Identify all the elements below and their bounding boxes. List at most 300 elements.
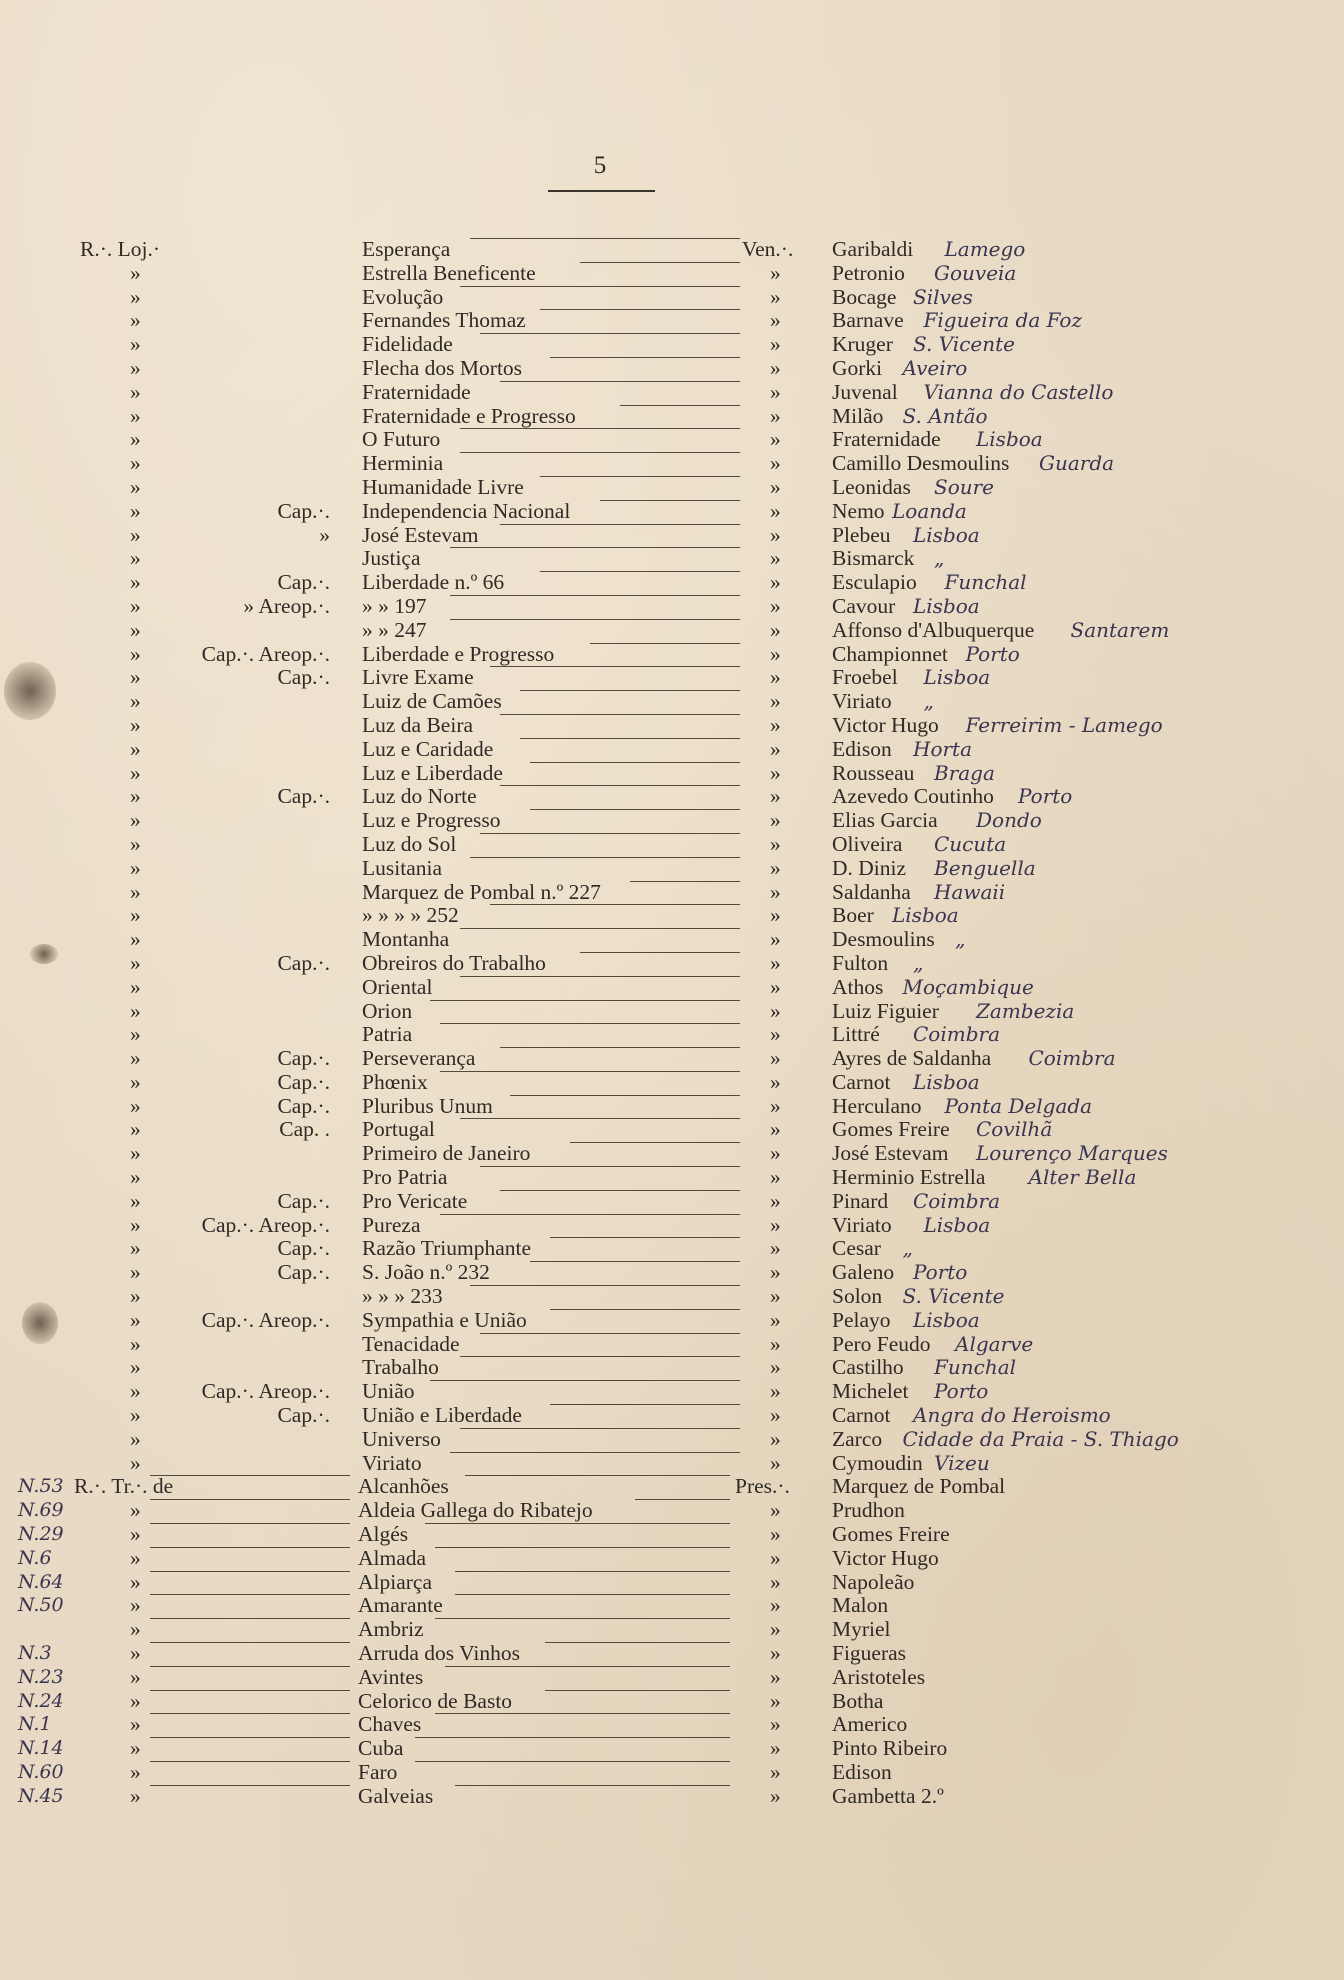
handwritten-place: Vizeu xyxy=(934,1450,990,1475)
leader-line xyxy=(580,952,740,953)
lodge-degree: Cap.·. Areop.·. xyxy=(201,1212,330,1237)
triangle-name: Alpiarça xyxy=(358,1569,433,1594)
venerable-name: Froebel xyxy=(832,665,898,690)
triangle-name: Alcanhões xyxy=(358,1474,449,1499)
leader-line xyxy=(490,904,740,905)
triangle-row xyxy=(0,1547,1344,1571)
lodge-row xyxy=(0,619,1344,643)
lodge-name: Luz da Beira xyxy=(362,712,474,737)
leader-line xyxy=(430,1000,740,1001)
handwritten-number: N.6 xyxy=(18,1546,52,1569)
venerable-name: Elias Garcia xyxy=(832,808,938,833)
lodge-degree: Cap.·. Areop.·. xyxy=(201,1379,330,1404)
venerable-name: Athos xyxy=(832,974,884,999)
lodge-name: » » » 233 xyxy=(362,1284,443,1309)
ditto-mark: » xyxy=(130,998,141,1023)
lodge-name: Viriato xyxy=(362,1450,422,1475)
president-name: Myriel xyxy=(832,1617,891,1642)
leader-line xyxy=(430,1380,740,1381)
ditto-mark: » xyxy=(130,927,141,952)
ditto-mark: » xyxy=(130,284,141,309)
lodge-name: Humanidade Livre xyxy=(362,474,524,499)
triangle-name: Faro xyxy=(358,1760,398,1784)
leader-line xyxy=(425,1523,730,1524)
lodge-row xyxy=(0,595,1344,619)
venerable-name: Herculano xyxy=(832,1093,922,1118)
lodge-name: Luz do Norte xyxy=(362,784,477,809)
handwritten-place: Lisboa xyxy=(913,1069,980,1094)
handwritten-place: „ xyxy=(923,689,934,714)
leader-line xyxy=(620,405,740,406)
handwritten-place: Coimbra xyxy=(1028,1046,1116,1071)
lodge-row xyxy=(0,643,1344,667)
triangle-row xyxy=(0,1499,1344,1523)
triangle-name: Chaves xyxy=(358,1712,422,1737)
leader-line xyxy=(460,452,740,453)
lodge-name: Independencia Nacional xyxy=(362,498,571,523)
handwritten-place: „ xyxy=(934,546,945,571)
leader-line xyxy=(500,785,740,786)
venerable-name: Cesar xyxy=(832,1236,881,1261)
lodge-row xyxy=(0,809,1344,833)
ditto-mark: » xyxy=(770,474,781,499)
ditto-mark: » xyxy=(770,1498,781,1523)
ditto-mark: » xyxy=(770,1188,781,1213)
ditto-mark: » xyxy=(770,1355,781,1380)
leader-line xyxy=(460,976,740,977)
ditto-mark: » xyxy=(130,355,141,380)
triangle-name: Avintes xyxy=(358,1664,424,1689)
lodge-row xyxy=(0,262,1344,286)
triangle-row xyxy=(0,1713,1344,1737)
president-name: Pinto Ribeiro xyxy=(832,1736,948,1761)
triangle-row xyxy=(0,1571,1344,1595)
ditto-mark: » xyxy=(770,1379,781,1404)
venerable-name: Saldanha xyxy=(832,879,911,904)
ditto-mark: » xyxy=(130,1236,141,1261)
lodge-name: Fernandes Thomaz xyxy=(362,308,526,333)
ditto-mark: » xyxy=(770,498,781,523)
ditto-mark: » xyxy=(130,308,141,333)
leader-line xyxy=(550,1237,740,1238)
lodge-name: Razão Triumphante xyxy=(362,1236,531,1261)
president-name: Botha xyxy=(832,1688,884,1713)
lodge-row xyxy=(0,1404,1344,1428)
ditto-mark: » xyxy=(770,1688,781,1713)
leader-line xyxy=(150,1690,350,1691)
handwritten-place: Moçambique xyxy=(902,974,1034,999)
lodge-row xyxy=(0,666,1344,690)
lodge-row xyxy=(0,833,1344,857)
ditto-mark: » xyxy=(770,570,781,595)
leader-line xyxy=(150,1761,350,1762)
lodge-row xyxy=(0,476,1344,500)
lodge-row xyxy=(0,881,1344,905)
handwritten-place: „ xyxy=(955,927,966,952)
lodge-name: S. João n.º 232 xyxy=(362,1260,490,1285)
lodge-name: União xyxy=(362,1379,415,1404)
lodge-row xyxy=(0,1118,1344,1142)
ditto-mark: » xyxy=(770,855,781,880)
handwritten-number: N.1 xyxy=(18,1713,52,1736)
venerable-name: Rousseau xyxy=(832,760,915,785)
lodge-name: Luz e Liberdade xyxy=(362,760,503,785)
ditto-mark: » xyxy=(770,903,781,928)
ditto-mark: » xyxy=(770,379,781,404)
leader-line xyxy=(470,1285,740,1286)
venerable-name: Ayres de Saldanha xyxy=(832,1046,992,1071)
leader-line xyxy=(150,1499,350,1500)
lodge-row xyxy=(0,738,1344,762)
lodge-row xyxy=(0,428,1344,452)
handwritten-place: Porto xyxy=(934,1379,989,1404)
triangle-name: Arruda dos Vinhos xyxy=(358,1641,520,1666)
ditto-mark: » xyxy=(130,1379,141,1404)
ditto-mark: » xyxy=(770,1046,781,1071)
venerable-name: Viriato xyxy=(832,689,892,714)
venerable-name: Camillo Desmoulins xyxy=(832,451,1010,476)
ditto-mark: » xyxy=(130,1307,141,1332)
ditto-mark: » xyxy=(130,570,141,595)
ditto-mark: » xyxy=(770,1069,781,1094)
venerable-name: Affonso d'Albuquerque xyxy=(832,617,1035,642)
handwritten-number: N.24 xyxy=(18,1689,64,1712)
president-name: Victor Hugo xyxy=(832,1545,939,1570)
venerable-name: Pero Feudo xyxy=(832,1331,931,1356)
handwritten-place: Lisboa xyxy=(976,427,1043,452)
lodge-name: Obreiros do Trabalho xyxy=(362,950,546,975)
venerable-name: Leonidas xyxy=(832,474,911,499)
venerable-name: Herminio Estrella xyxy=(832,1165,986,1190)
ditto-mark: » xyxy=(770,1569,781,1594)
leader-line xyxy=(150,1713,350,1714)
leader-line xyxy=(600,500,740,501)
lodge-degree: Cap.·. xyxy=(277,1069,330,1094)
lodge-degree: Cap.·. xyxy=(277,1236,330,1261)
lodge-name: Livre Exame xyxy=(362,665,474,690)
handwritten-place: Ponta Delgada xyxy=(944,1093,1093,1118)
ditto-mark: » xyxy=(770,308,781,333)
triangle-name: Aldeia Gallega do Ribatejo xyxy=(358,1498,593,1523)
leader-line xyxy=(150,1571,350,1572)
ditto-mark: » xyxy=(130,712,141,737)
ditto-mark: » xyxy=(130,665,141,690)
lodge-degree: Cap.·. Areop.·. xyxy=(201,641,330,666)
ditto-mark: » xyxy=(130,593,141,618)
lodge-row xyxy=(0,524,1344,548)
ditto-mark: » xyxy=(130,1760,141,1784)
lodge-name: José Estevam xyxy=(362,522,479,547)
venerable-name: D. Diniz xyxy=(832,855,907,880)
lodge-name: Luz e Caridade xyxy=(362,736,494,761)
lodge-name: Liberdade n.º 66 xyxy=(362,570,505,595)
president-name: Marquez de Pombal xyxy=(832,1474,1006,1499)
leader-line xyxy=(540,476,740,477)
lodge-row xyxy=(0,1356,1344,1380)
handwritten-place: Ferreirim - Lamego xyxy=(965,712,1163,737)
venerable-name: Pinard xyxy=(832,1188,889,1213)
leader-line xyxy=(150,1642,350,1643)
handwritten-place: Lisboa xyxy=(913,522,980,547)
lodge-row xyxy=(0,904,1344,928)
lodge-name: » » » » 252 xyxy=(362,903,459,928)
lodge-row xyxy=(0,357,1344,381)
lodge-name: Orion xyxy=(362,998,413,1023)
triangle-name: Algés xyxy=(358,1522,409,1547)
ditto-mark: » xyxy=(130,974,141,999)
leader-line xyxy=(450,595,740,596)
handwritten-place: S. Antão xyxy=(902,403,988,428)
venerable-name: Carnot xyxy=(832,1403,891,1428)
lodge-degree: Cap.·. xyxy=(277,498,330,523)
venerable-name: Solon xyxy=(832,1284,883,1309)
ditto-mark: » xyxy=(130,1641,141,1666)
ditto-mark: » xyxy=(770,355,781,380)
ditto-mark: » xyxy=(770,1236,781,1261)
leader-line xyxy=(150,1618,350,1619)
ditto-mark: » xyxy=(130,522,141,547)
ditto-mark: » xyxy=(130,1403,141,1428)
lodge-row xyxy=(0,952,1344,976)
handwritten-place: Porto xyxy=(1018,784,1073,809)
leader-line xyxy=(440,1023,740,1024)
ditto-mark: » xyxy=(770,1783,781,1808)
ditto-mark: » xyxy=(770,403,781,428)
lodge-row xyxy=(0,1237,1344,1261)
venerable-name: Galeno xyxy=(832,1260,895,1285)
lodge-row xyxy=(0,857,1344,881)
leader-line xyxy=(480,833,740,834)
venerable-name: Azevedo Coutinho xyxy=(832,784,994,809)
handwritten-place: Loanda xyxy=(892,498,967,523)
lodge-name: Estrella Beneficente xyxy=(362,260,536,285)
leader-line xyxy=(460,286,740,287)
leader-line xyxy=(530,809,740,810)
handwritten-place: Guarda xyxy=(1039,451,1115,476)
ditto-mark: » xyxy=(770,760,781,785)
ditto-mark: » xyxy=(770,1593,781,1618)
leader-line xyxy=(150,1666,350,1667)
lodge-name: Perseverança xyxy=(362,1046,476,1071)
ditto-mark: » xyxy=(130,379,141,404)
venerable-name: Carnot xyxy=(832,1069,891,1094)
ditto-mark: » xyxy=(130,1212,141,1237)
ditto-mark: » xyxy=(770,998,781,1023)
lodge-degree: » xyxy=(319,522,330,547)
lodge-name: Oriental xyxy=(362,974,433,999)
lodge-row xyxy=(0,1166,1344,1190)
ditto-mark: » xyxy=(130,1783,141,1808)
ditto-mark: » xyxy=(130,1355,141,1380)
handwritten-place: Algarve xyxy=(955,1331,1034,1356)
lodge-row xyxy=(0,571,1344,595)
ditto-mark: » xyxy=(770,1617,781,1642)
lodge-name: Phœnix xyxy=(362,1069,428,1094)
ditto-mark: » xyxy=(770,427,781,452)
ditto-mark: » xyxy=(130,1522,141,1547)
handwritten-place: Alter Bella xyxy=(1028,1165,1137,1190)
lodge-name: Primeiro de Janeiro xyxy=(362,1141,531,1166)
lodge-degree: Cap.·. xyxy=(277,665,330,690)
ditto-mark: » xyxy=(770,974,781,999)
ditto-mark: » xyxy=(130,546,141,571)
leader-line xyxy=(540,309,740,310)
leader-line xyxy=(150,1785,350,1786)
lodge-row xyxy=(0,1190,1344,1214)
ditto-mark: » xyxy=(770,950,781,975)
handwritten-place: Vianna do Castello xyxy=(923,379,1114,404)
lodge-degree: Cap. . xyxy=(279,1117,330,1142)
venerable-name: Petronio xyxy=(832,260,905,285)
triangle-row xyxy=(0,1666,1344,1690)
lodge-name: Pluribus Unum xyxy=(362,1093,493,1118)
leader-line xyxy=(490,666,740,667)
venerable-name: Barnave xyxy=(832,308,904,333)
venerable-name: Cavour xyxy=(832,593,896,618)
ditto-mark: » xyxy=(770,1426,781,1451)
handwritten-place: Coimbra xyxy=(913,1022,1000,1047)
lodge-row xyxy=(0,405,1344,429)
venerable-name: Zarco xyxy=(832,1426,883,1451)
ditto-mark: » xyxy=(770,451,781,476)
leader-line xyxy=(520,738,740,739)
ditto-mark: » xyxy=(770,332,781,357)
handwritten-place: Lamego xyxy=(944,237,1026,261)
handwritten-place: Zambezia xyxy=(976,998,1075,1023)
triangle-name: Galveias xyxy=(358,1783,434,1808)
venerable-name: Garibaldi xyxy=(832,237,914,261)
lodge-degree: Cap.·. xyxy=(277,1403,330,1428)
triangle-name: Amarante xyxy=(358,1593,443,1618)
lodge-name: Pro Patria xyxy=(362,1165,448,1190)
venerable-name: Michelet xyxy=(832,1379,909,1404)
handwritten-place: Lisboa xyxy=(892,903,959,928)
lodge-row xyxy=(0,1047,1344,1071)
ditto-mark: » xyxy=(770,831,781,856)
lodge-register xyxy=(0,238,1344,1809)
ditto-mark: » xyxy=(130,1331,141,1356)
ditto-mark: » xyxy=(770,927,781,952)
lodge-name: Evolução xyxy=(362,284,444,309)
leader-line xyxy=(465,1475,730,1476)
leader-line xyxy=(470,857,740,858)
lodge-degree: Cap.·. xyxy=(277,1188,330,1213)
handwritten-place: Cucuta xyxy=(934,831,1007,856)
handwritten-place: Lisboa xyxy=(913,593,980,618)
handwritten-number: N.29 xyxy=(18,1523,64,1546)
ditto-mark: » xyxy=(130,332,141,357)
leader-line xyxy=(545,1642,730,1643)
leader-line xyxy=(455,1785,730,1786)
ditto-mark: » xyxy=(770,1331,781,1356)
lodge-row xyxy=(0,1428,1344,1452)
leader-line xyxy=(150,1523,350,1524)
leader-line xyxy=(435,1618,730,1619)
ditto-mark: » xyxy=(130,1593,141,1618)
lodge-row xyxy=(0,1333,1344,1357)
lodge-name: Sympathia e União xyxy=(362,1307,527,1332)
venerable-name: Bismarck xyxy=(832,546,915,571)
leader-line xyxy=(480,1333,740,1334)
lodge-name: Liberdade e Progresso xyxy=(362,641,555,666)
handwritten-place: Santarem xyxy=(1070,617,1170,642)
handwritten-place: Benguella xyxy=(934,855,1036,880)
venerable-name: Boer xyxy=(832,903,874,928)
leader-line xyxy=(450,547,740,548)
ditto-mark: » xyxy=(130,1188,141,1213)
triangle-row xyxy=(0,1523,1344,1547)
lodge-row xyxy=(0,547,1344,571)
leader-line xyxy=(550,357,740,358)
ditto-mark: » xyxy=(130,260,141,285)
lodge-degree: Cap.·. xyxy=(277,1260,330,1285)
lodge-row xyxy=(0,1285,1344,1309)
ditto-mark: » xyxy=(770,1664,781,1689)
president-name: Malon xyxy=(832,1593,889,1618)
handwritten-number: N.14 xyxy=(18,1737,64,1760)
handwritten-number: N.64 xyxy=(18,1570,64,1593)
page-number-rule xyxy=(548,190,655,192)
venerable-name: Nemo xyxy=(832,498,885,523)
triangle-row xyxy=(0,1785,1344,1809)
ditto-mark: » xyxy=(130,1569,141,1594)
lodge-degree: Cap.·. xyxy=(277,1093,330,1118)
venerable-name: Gomes Freire xyxy=(832,1117,950,1142)
leader-line xyxy=(460,1356,740,1357)
ditto-mark: » xyxy=(770,665,781,690)
ditto-mark: » xyxy=(130,784,141,809)
lodge-row xyxy=(0,1023,1344,1047)
lodge-row xyxy=(0,452,1344,476)
lodge-row xyxy=(0,690,1344,714)
handwritten-number: N.3 xyxy=(18,1642,52,1665)
leader-line xyxy=(150,1737,350,1738)
lodge-name: Luiz de Camões xyxy=(362,689,502,714)
leader-line xyxy=(510,1095,740,1096)
ditto-mark: » xyxy=(770,1403,781,1428)
handwritten-place: Soure xyxy=(934,474,995,499)
leader-line xyxy=(590,643,740,644)
lodge-degree: Cap.·. xyxy=(277,1046,330,1071)
handwritten-place: Silves xyxy=(913,284,973,309)
venerable-name: Castilho xyxy=(832,1355,904,1380)
lodge-name: » » 247 xyxy=(362,617,427,642)
handwritten-place: Porto xyxy=(913,1260,968,1285)
ditto-mark: » xyxy=(770,1522,781,1547)
ditto-mark: » xyxy=(130,427,141,452)
handwritten-place: Dondo xyxy=(976,808,1042,833)
triangle-row xyxy=(0,1475,1344,1499)
ditto-mark: » xyxy=(130,474,141,499)
lodge-name: Lusitania xyxy=(362,855,443,880)
leader-line xyxy=(445,1666,730,1667)
handwritten-place: Funchal xyxy=(934,1355,1017,1380)
ditto-mark: » xyxy=(130,1022,141,1047)
lodge-row xyxy=(0,1452,1344,1476)
ditto-mark: » xyxy=(130,1141,141,1166)
leader-line xyxy=(440,1071,740,1072)
ditto-mark: » xyxy=(130,808,141,833)
venerable-name: Gorki xyxy=(832,355,883,380)
leader-line xyxy=(435,1547,730,1548)
lodge-row xyxy=(0,1214,1344,1238)
ditto-mark: » xyxy=(130,855,141,880)
leader-line xyxy=(460,1118,740,1119)
leader-line xyxy=(460,928,740,929)
ditto-mark: » xyxy=(770,1093,781,1118)
ditto-mark: » xyxy=(130,1450,141,1475)
ditto-mark: » xyxy=(770,1260,781,1285)
